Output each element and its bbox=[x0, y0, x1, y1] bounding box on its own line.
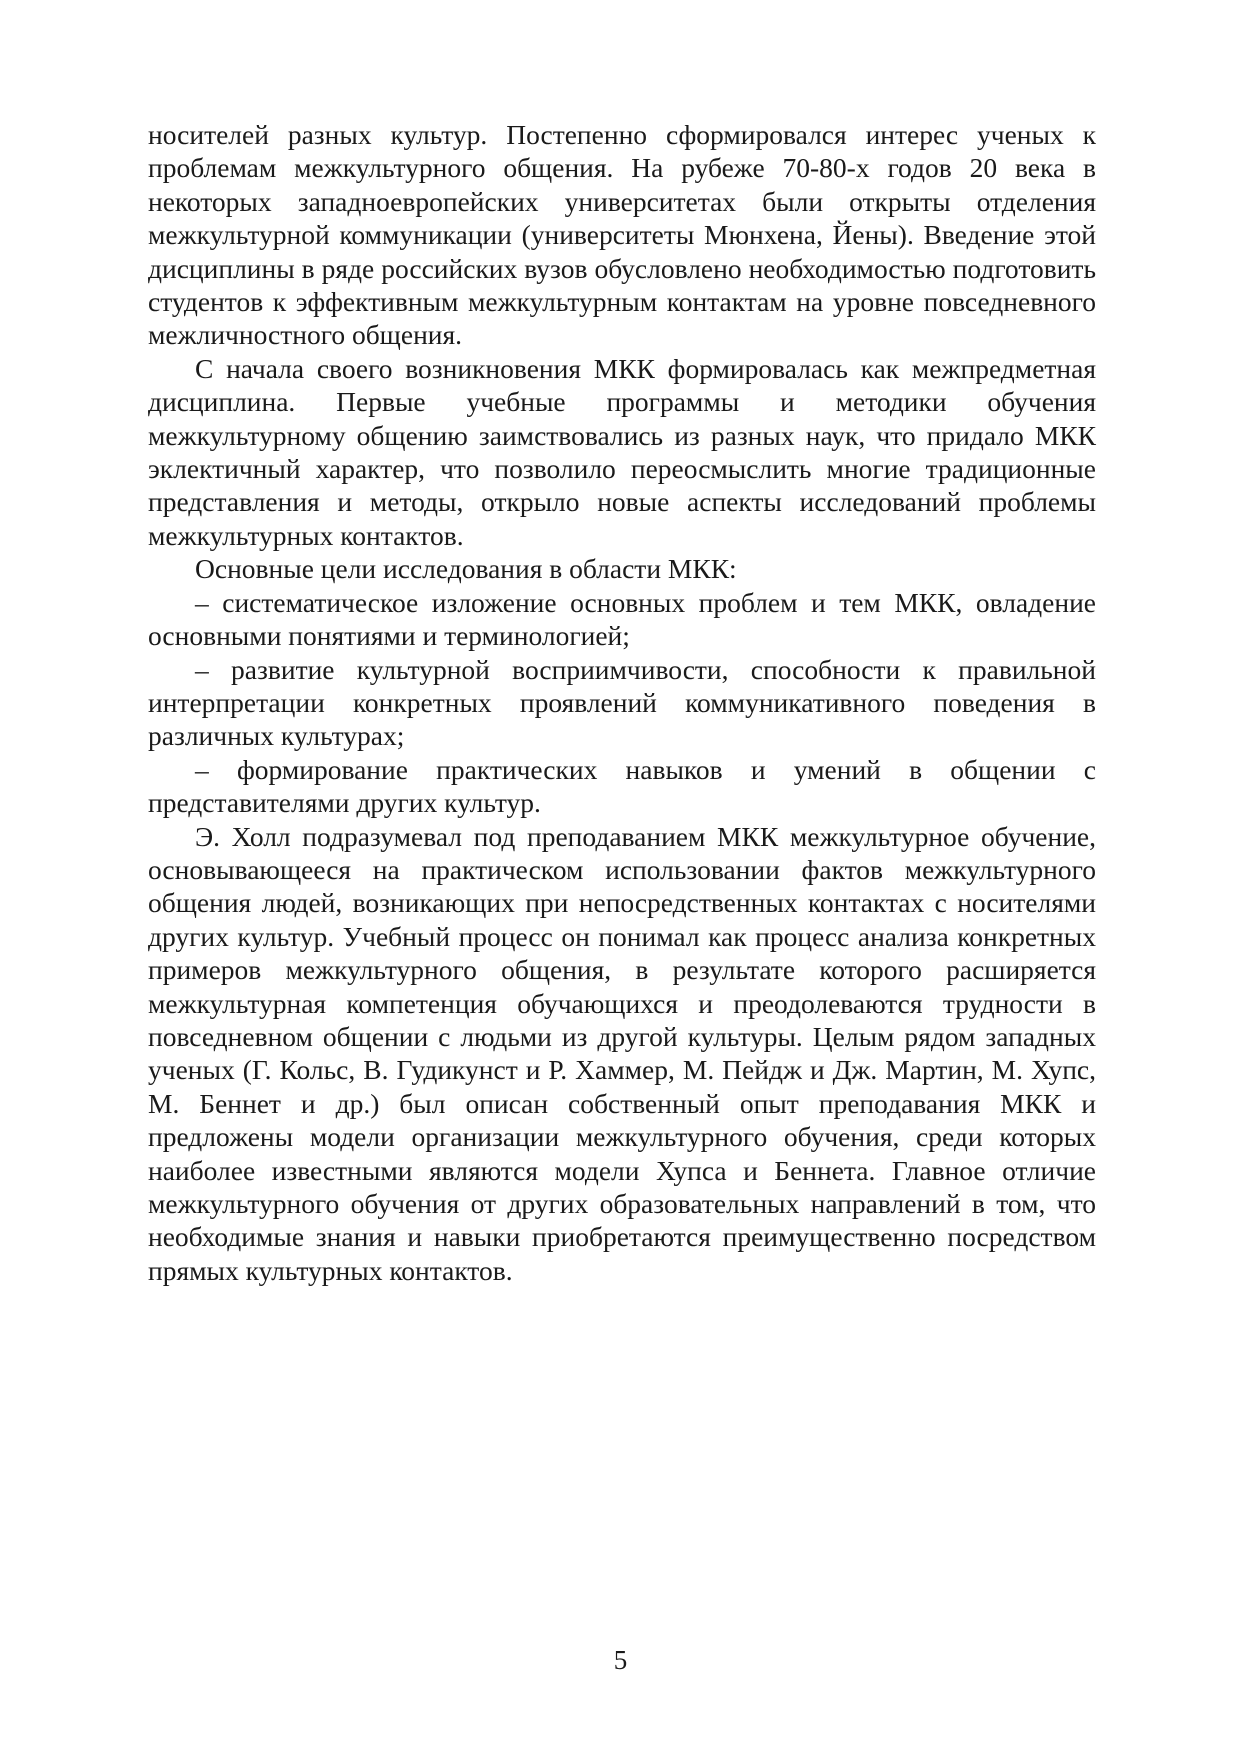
paragraph: С начала своего возникновения МКК формировалась как межпредметная дисциплина. Первые учебные программы и методики обучения межкультурному общению заимствовались из разных наук, что придало МКК эклектичный характер, что позволило переосмыслить многие традиционные представления и методы, открыло новые аспекты исследований проблемы межкультурных контактов. bbox=[148, 352, 1096, 551]
list-item: – развитие культурной восприимчивости, способности к правильной интерпретации конкретных проявлений коммуникативного поведения в различных культурах; bbox=[148, 653, 1096, 752]
list-item: – систематическое изложение основных проблем и тем МКК, овладение основными понятиями и терминологией; bbox=[148, 586, 1096, 652]
paragraph: носителей разных культур. Постепенно сформировался интерес ученых к проблемам межкультурного общения. На рубеже 70-80-х годов 20 века в некоторых западноевропейских университетах были открыты отделения межкультурной коммуникации (университеты Мюнхена, Йены). Введение этой дисциплины в ряде российских вузов обусловлено необходимостью подготовить студентов к эффективным межкультурным контактам на уровне повседневного межличностного общения. bbox=[148, 119, 1096, 351]
page-number: 5 bbox=[613, 1645, 628, 1675]
paragraph: Э. Холл подразумевал под преподаванием МКК межкультурное обучение, основывающееся на практическом использовании фактов межкультурного общения людей, возникающих при непосредственных контактах с носителями других культур. Учебный процесс он понимал как процесс анализа конкретных примеров межкультурного общения, в результате которого расширяется межкультурная компетенция обучающихся и преодолеваются трудности в повседневном общении с людьми из другой культуры. Целым рядом западных ученых (Г. Кольс, В. Гудикунст и Р. Хаммер, М. Пейдж и Дж. Мартин, М. Хупс, М. Беннет и др.) был описан собственный опыт преподавания МКК и предложены модели организации межкультурного обучения, среди которых наиболее известными являются модели Хупса и Беннета. Главное отличие межкультурного обучения от других образовательных направлений в том, что необходимые знания и навыки приобретаются преимущественно посредством прямых культурных контактов. bbox=[148, 820, 1096, 1286]
list-item: – формирование практических навыков и умений в общении с представителями других культур. bbox=[148, 753, 1096, 819]
body-text bbox=[148, 118, 1096, 1287]
paragraph: Основные цели исследования в области МКК: bbox=[195, 553, 737, 585]
